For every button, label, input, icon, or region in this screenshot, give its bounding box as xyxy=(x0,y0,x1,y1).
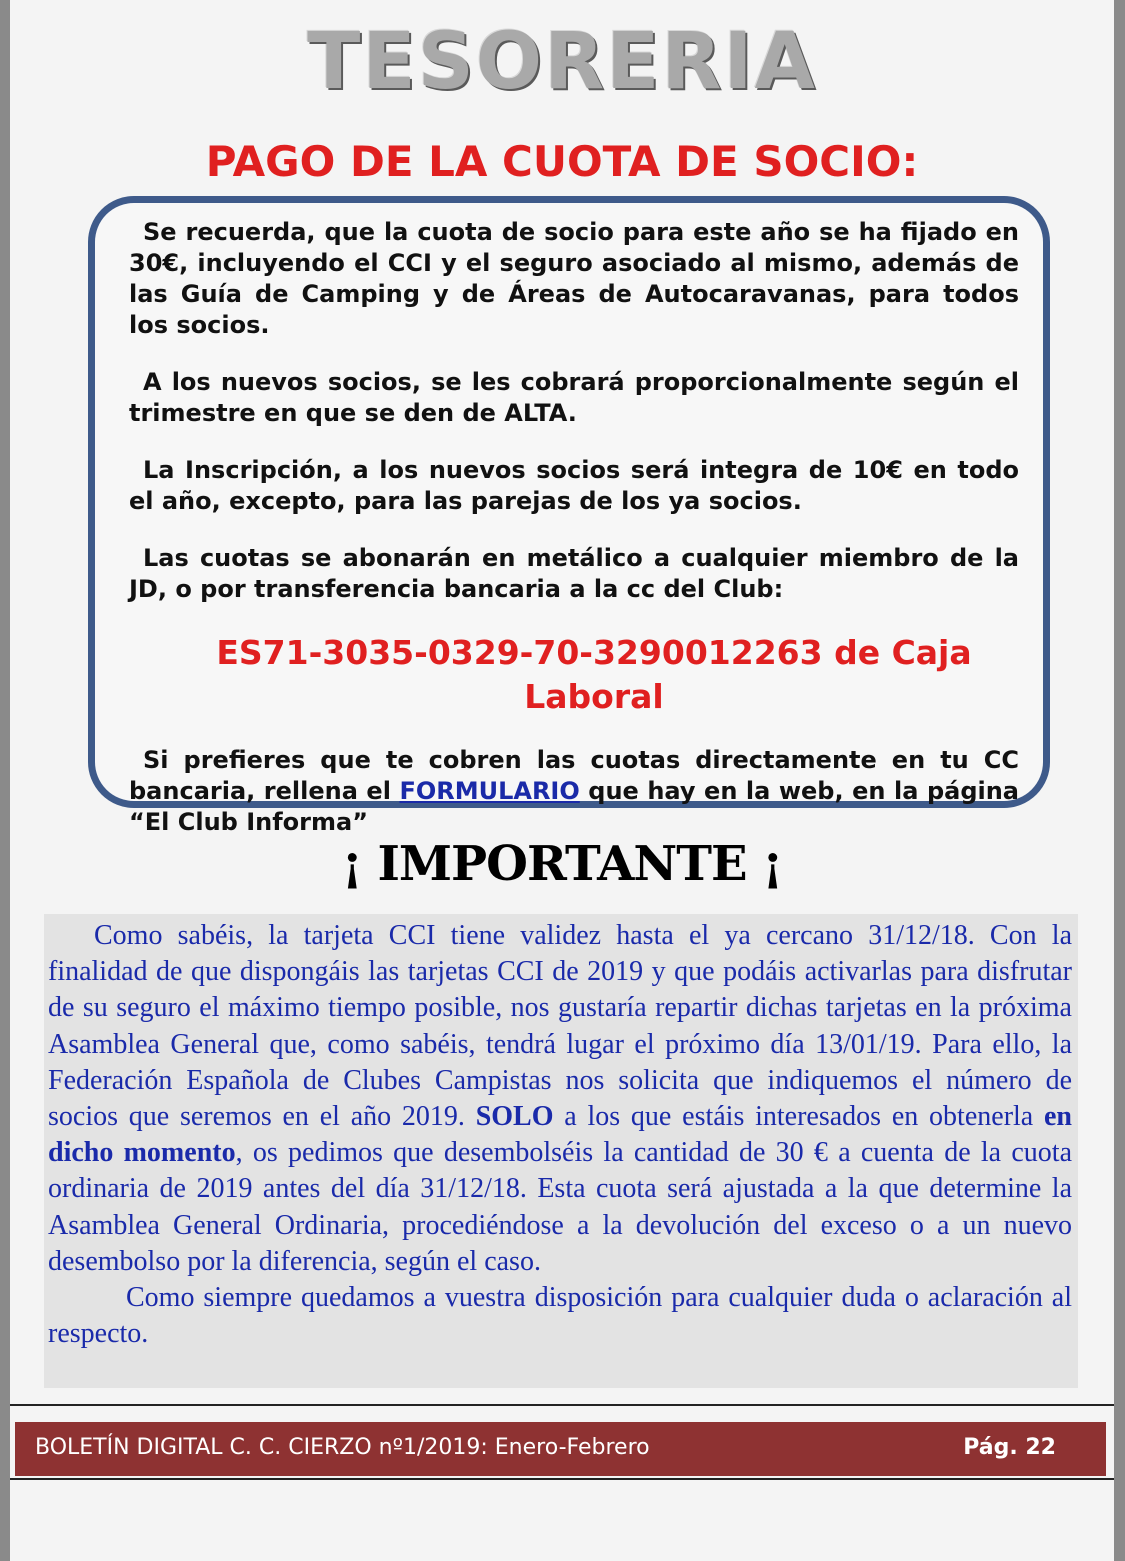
bank-account-number: ES71-3035-0329-70-3290012263 de Caja Laboral xyxy=(216,633,972,716)
fee-info-text xyxy=(129,217,1019,864)
notice-bold-solo: SOLO xyxy=(475,1101,554,1133)
form-link[interactable]: FORMULARIO xyxy=(399,777,580,805)
notice-paragraph-1 xyxy=(48,918,1072,1280)
fee-info-box xyxy=(88,196,1050,836)
footer-publication: BOLETÍN DIGITAL C. C. CIERZO nº1/2019: Enero-Febrero xyxy=(35,1435,650,1460)
page-title: TESORERIA xyxy=(307,17,817,107)
notice-text-a: Como sabéis, la tarjeta CCI tiene validez hasta el ya cercano 31/12/18. Con la finalidad de que dispongáis las tarjetas CCI de 2019 y que podáis activarlas para disfrutar de su seguro el máximo tiempo posible, nos gustaría repartir dichas tarjetas en la próxima Asamblea General que, como sabéis, tendrá lugar el próximo día 13/01/19. Para ello, la Federación Española de Clubes Campistas nos solicita que indiquemos el número de socios que seremos en el año 2019. xyxy=(48,920,1072,1133)
notice-bold-moment: en dicho momento xyxy=(48,1101,1072,1169)
important-notice-text xyxy=(48,918,1072,1352)
important-notice-box xyxy=(44,914,1078,1388)
notice-paragraph-2: Como siempre quedamos a vuestra disposición para cualquier duda o aclaración al respecto. xyxy=(48,1282,1072,1350)
document-page xyxy=(10,0,1114,1561)
footer-page-number: Pág. 22 xyxy=(963,1435,1056,1460)
fee-paragraph-1: Se recuerda, que la cuota de socio para este año se ha fijado en 30€, incluyendo el CCI y el seguro asociado al mismo, además de las Guía de Camping y de Áreas de Autocaravanas, para todos los socios. xyxy=(129,218,1019,339)
fee-paragraph-4: Las cuotas se abonarán en metálico a cualquier miembro de la JD, o por transferencia bancaria a la cc del Club: xyxy=(129,544,1019,603)
fee-paragraph-5-before: Si prefieres que te cobren las cuotas directamente en tu CC bancaria, rellena el xyxy=(129,746,1019,805)
fee-paragraph-3: La Inscripción, a los nuevos socios será integra de 10€ en todo el año, excepto, para las parejas de los ya socios. xyxy=(129,456,1019,515)
footer-top-rule xyxy=(10,1404,1114,1406)
fee-paragraph-5-after: que hay en la web, en la página “El Club Informa” xyxy=(129,777,1020,836)
notice-text-b: a los que estáis interesados en obtenerla xyxy=(553,1101,1044,1133)
fee-paragraph-5 xyxy=(129,745,1019,838)
section-subtitle: PAGO DE LA CUOTA DE SOCIO: xyxy=(205,137,919,186)
footer-bottom-rule xyxy=(10,1478,1114,1480)
fee-paragraph-2: A los nuevos socios, se les cobrará proporcionalmente según el trimestre en que se den de ALTA. xyxy=(129,368,1019,427)
important-heading: ¡ IMPORTANTE ¡ xyxy=(341,836,783,892)
notice-text-c: , os pedimos que desembolséis la cantidad de 30 € a cuenta de la cuota ordinaria de 2019 antes del día 31/12/18. Esta cuota será ajustada a la que determine la Asamblea General Ordinaria, procediéndose a la devolución del exceso o a un nuevo desembolso por la diferencia, según el caso. xyxy=(48,1137,1072,1277)
page-footer xyxy=(15,1422,1106,1476)
